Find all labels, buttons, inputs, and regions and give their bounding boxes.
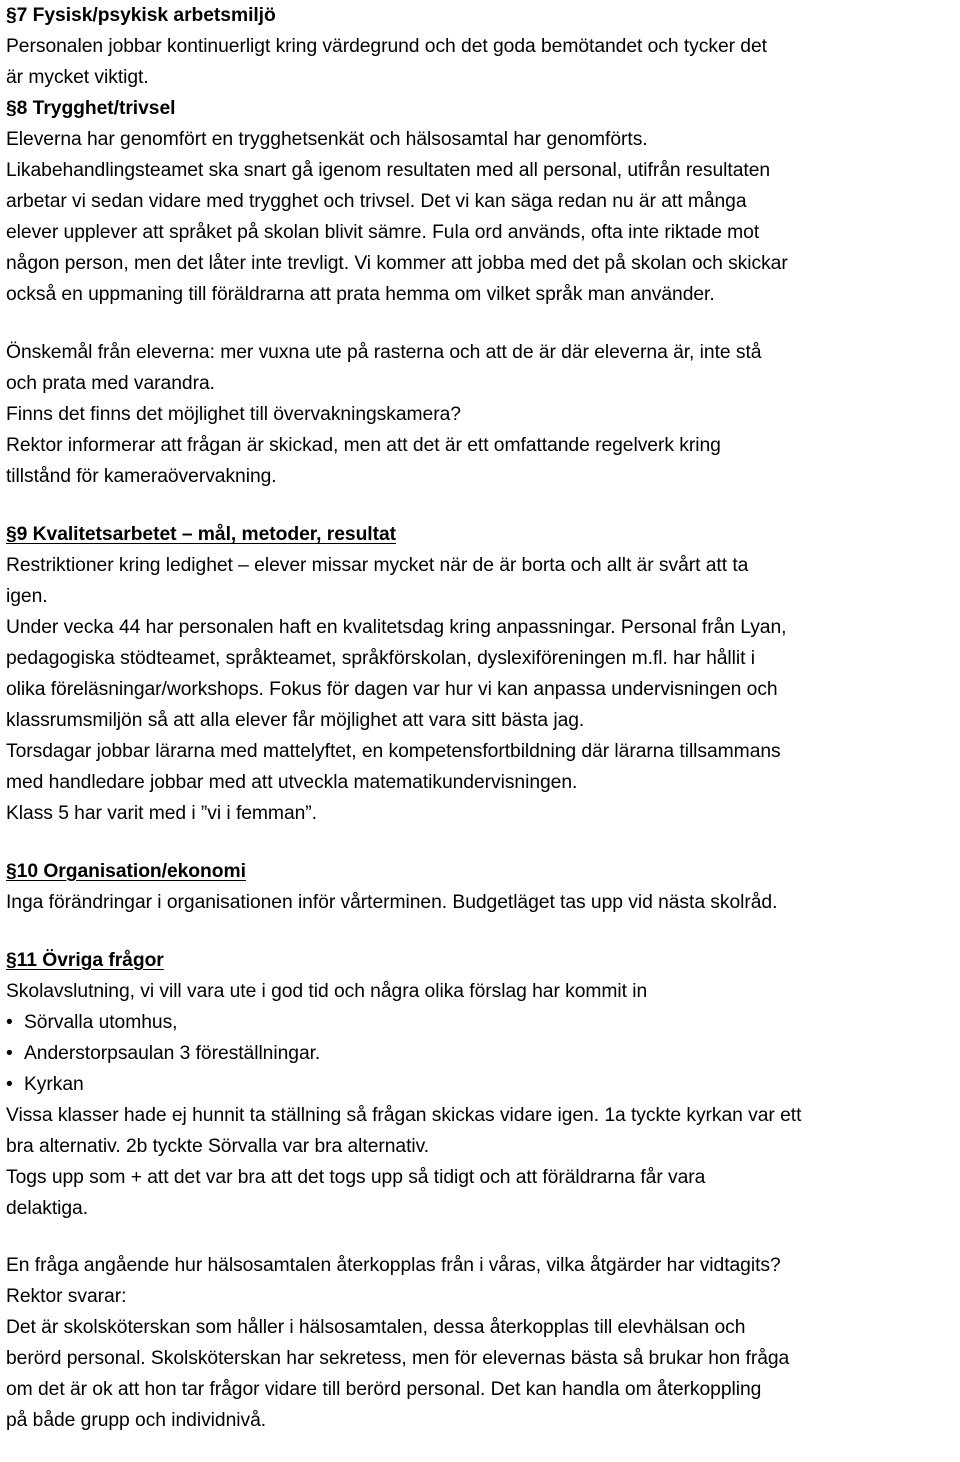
- section-8-line: elever upplever att språket på skolan blivit sämre. Fula ord används, ofta inte riktade mot: [6, 222, 760, 243]
- section-11-intro: Skolavslutning, vi vill vara ute i god tid och några olika förslag har kommit in: [6, 981, 648, 1002]
- bullet-icon: •: [6, 1074, 13, 1095]
- section-11-line: Det är skolsköterskan som håller i hälsosamtalen, dessa återkopplas till elevhälsan och: [6, 1317, 746, 1338]
- section-8-line: och prata med varandra.: [6, 373, 215, 394]
- paragraph-gap: [6, 918, 956, 945]
- section-8-line: Eleverna har genomfört en trygghetsenkät och hälsosamtal har genomförts.: [6, 129, 648, 150]
- section-10-line: Inga förändringar i organisationen inför vårterminen. Budgetläget tas upp vid nästa skolråd.: [6, 892, 778, 913]
- section-9-line: olika föreläsningar/workshops. Fokus för dagen var hur vi kan anpassa undervisningen och: [6, 679, 778, 700]
- section-9-line: Under vecka 44 har personalen haft en kvalitetsdag kring anpassningar. Personal från Lyan,: [6, 617, 787, 638]
- bullet-item-text: Anderstorpsaulan 3 föreställningar.: [24, 1043, 321, 1064]
- section-7-line: är mycket viktigt.: [6, 67, 149, 88]
- section-8-line: Finns det finns det möjlighet till övervakningskamera?: [6, 404, 461, 425]
- bullet-icon: •: [6, 1043, 13, 1064]
- section-7-heading: §7 Fysisk/psykisk arbetsmiljö: [6, 5, 276, 26]
- section-9-line: med handledare jobbar med att utveckla matematikundervisningen.: [6, 772, 578, 793]
- section-8-line: Önskemål från eleverna: mer vuxna ute på rasterna och att de är där eleverna är, inte stå: [6, 342, 762, 363]
- section-8-line: Rektor informerar att frågan är skickad, men att det är ett omfattande regelverk kring: [6, 435, 721, 456]
- paragraph-gap: [6, 310, 956, 337]
- section-9-line: igen.: [6, 586, 48, 607]
- section-11-line: Togs upp som + att det var bra att det togs upp så tidigt och att föräldrarna får vara: [6, 1167, 706, 1188]
- section-11-line: Rektor svarar:: [6, 1286, 127, 1307]
- section-9-line: Klass 5 har varit med i ”vi i femman”.: [6, 803, 317, 824]
- section-11-line: delaktiga.: [6, 1198, 89, 1219]
- section-8-line: någon person, men det låter inte trevligt. Vi kommer att jobba med det på skolan och skickar: [6, 253, 788, 274]
- bullet-item-text: Sörvalla utomhus,: [24, 1012, 178, 1033]
- paragraph-gap: [6, 1224, 956, 1250]
- bullet-item: [6, 1007, 956, 1038]
- section-9-line: klassrumsmiljön så att alla elever får möjlighet att vara sitt bästa jag.: [6, 710, 585, 731]
- section-11-line: Vissa klasser hade ej hunnit ta ställning så frågan skickas vidare igen. 1a tyckte kyrkan var ett: [6, 1105, 802, 1126]
- section-11-line: berörd personal. Skolsköterskan har sekretess, men för elevernas bästa så brukar hon fråga: [6, 1348, 790, 1369]
- section-8-line: också en uppmaning till föräldrarna att prata hemma om vilket språk man använder.: [6, 284, 715, 305]
- section-8-line: tillstånd för kameraövervakning.: [6, 466, 277, 487]
- section-9-line: Torsdagar jobbar lärarna med mattelyftet, en kompetensfortbildning där lärarna tillsammans: [6, 741, 781, 762]
- bullet-icon: •: [6, 1012, 13, 1033]
- section-9-line: Restriktioner kring ledighet – elever missar mycket när de är borta och allt är svårt att ta: [6, 555, 749, 576]
- section-9-line: pedagogiska stödteamet, språkteamet, språkförskolan, dyslexiföreningen m.fl. har hållit i: [6, 648, 755, 669]
- section-11-line: om det är ok att hon tar frågor vidare till berörd personal. Det kan handla om återkoppling: [6, 1379, 762, 1400]
- section-10-heading: §10 Organisation/ekonomi: [6, 861, 246, 882]
- section-8-line: Likabehandlingsteamet ska snart gå igenom resultaten med all personal, utifrån resultaten: [6, 160, 771, 181]
- section-8-heading: §8 Trygghet/trivsel: [6, 98, 176, 119]
- section-8-line: arbetar vi sedan vidare med trygghet och trivsel. Det vi kan säga redan nu är att många: [6, 191, 747, 212]
- section-11-line: på både grupp och individnivå.: [6, 1410, 267, 1431]
- section-11-heading: §11 Övriga frågor: [6, 950, 164, 971]
- section-11-line: bra alternativ. 2b tyckte Sörvalla var bra alternativ.: [6, 1136, 430, 1157]
- bullet-item: [6, 1069, 956, 1100]
- section-9-heading: §9 Kvalitetsarbetet – mål, metoder, resultat: [6, 524, 397, 545]
- paragraph-gap: [6, 492, 956, 519]
- section-7-line: Personalen jobbar kontinuerligt kring värdegrund och det goda bemötandet och tycker det: [6, 36, 767, 57]
- section-11-line: En fråga angående hur hälsosamtalen återkopplas från i våras, vilka åtgärder har vidtagits?: [6, 1255, 781, 1276]
- paragraph-gap: [6, 829, 956, 856]
- bullet-item: [6, 1038, 956, 1069]
- bullet-item-text: Kyrkan: [24, 1074, 84, 1095]
